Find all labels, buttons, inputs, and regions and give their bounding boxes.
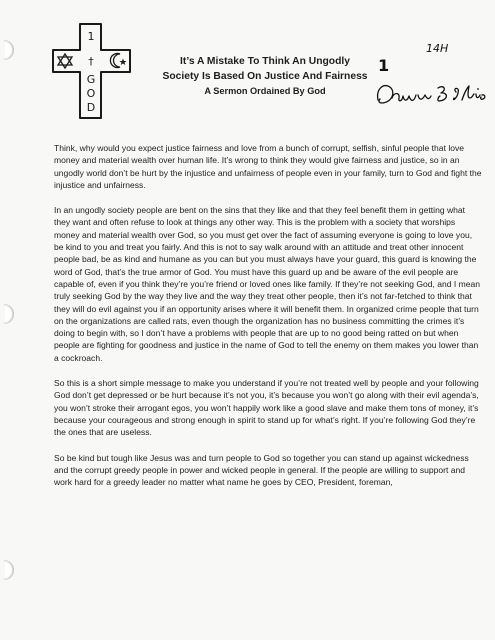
cross-letter: † xyxy=(88,55,94,68)
title-line: It’s A Mistake To Think An Ungodly xyxy=(180,56,350,67)
cross-letter: 1 xyxy=(87,30,95,43)
punch-hole xyxy=(4,40,14,60)
cross-letter: G xyxy=(86,73,96,86)
cross-logo xyxy=(50,20,140,120)
star-and-crescent-icon xyxy=(110,54,126,68)
sermon-body xyxy=(54,142,482,501)
handwritten-corner-note: 14H xyxy=(426,42,449,55)
title-line: Society Is Based On Justice And Fairness xyxy=(162,71,368,82)
handwritten-signature xyxy=(372,76,488,110)
cross-letter: O xyxy=(86,87,96,100)
cross-letter: D xyxy=(86,101,96,114)
punch-hole xyxy=(4,304,14,324)
subtitle: A Sermon Ordained By God xyxy=(204,86,326,96)
body-paragraph: In an ungodly society people are bent on the sins that they like and that they feel benefit them in getting what they want and often refuse to look at things any other way. This is the problem with a society that worships money and material wealth over God, so you must get over the fact of assuming everyone is going to love you, be kind to you and treat you fairly. And this is not to say walk around with an attitude and treat other innocent people bad, be as kind and humane as you can but you must always have your guard, this guard is knowing the word of God, that’s the true armor of God. You must have this guard up and be aware of the evil people are capable of, even if you think they’re you’re friend or loved ones like family. If they’re not seeking God, and I mean truly seeking God by the way they live and the way they treat other people, then it’s not far-fetched to think that they will do evil against you if an opportunity arises where it will benefit them. In organized crime people that turn on the organizations are called rats, even though the organization has no business committing the crimes it’s doing to begin with, so I don’t have a problems with people that are up to no good being ratted on but when people are fighting for goodness and justice in the name of God to tell the enemy on them makes you lower than a cockroach. xyxy=(54,205,480,363)
handwritten-page-number: 1 xyxy=(378,56,390,75)
body-paragraph: So be kind but tough like Jesus was and turn people to God so together you can stand up against wickedness and the corrupt greedy people in power and wicked people in general. If the people are willing to support and work hard for a greedy leader no matter what name he goes by CEO, President, foreman, xyxy=(54,452,469,488)
punch-hole xyxy=(4,560,14,580)
body-paragraph: So this is a short simple message to make you understand if you’re not treated well by people and your following God don’t get depressed or be hurt because it’s not you, it’s because you won’t go along with their evil agenda’s, you won’t stroke their arrogant egos, you won’t happily work like a good slave and make them tons of money, it’s because your courageous and strong enough in spirit to stand up for what’s right. If you’re following God they’re the ones that are useless. xyxy=(54,378,479,438)
body-paragraph: Think, why would you expect justice fairness and love from a bunch of corrupt, selfish, sinful people that love money and material wealth over human life. It’s wrong to think they would give fairness and justice, so in an ungodly world don’t be hurt by the injustice and unfairness of people even in your family, turn to God and fight the injustice and unfairness. xyxy=(54,143,482,190)
star-of-david-icon xyxy=(58,54,72,68)
sermon-title-block xyxy=(140,54,390,98)
